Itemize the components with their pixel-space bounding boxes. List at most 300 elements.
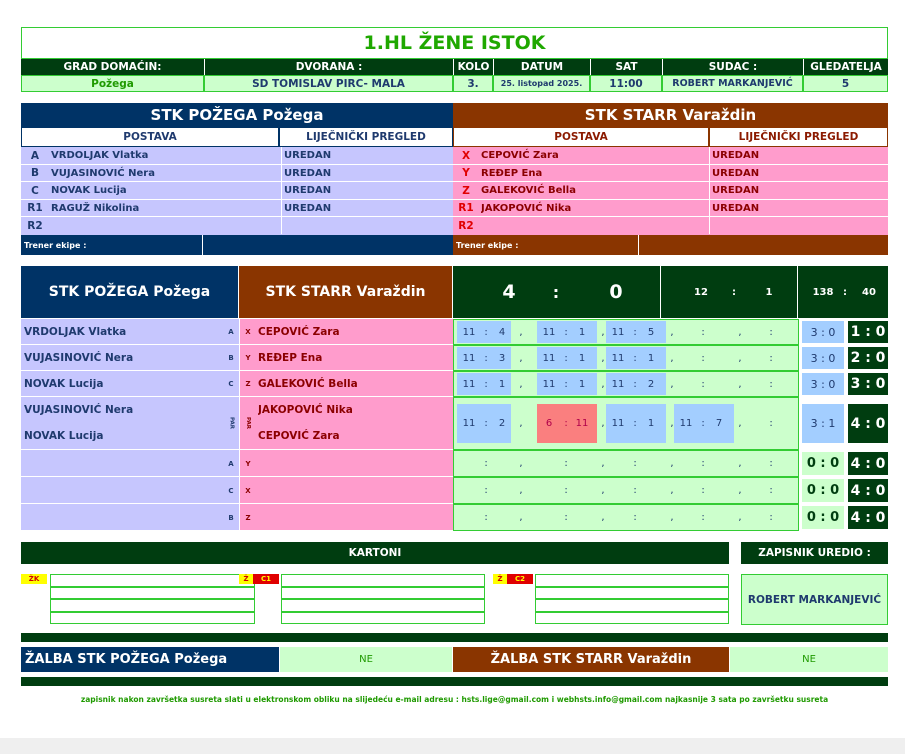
match-home-player-name xyxy=(24,504,222,531)
set-score-home: 11 xyxy=(462,378,476,390)
match-home-pos xyxy=(223,397,239,450)
set-score-home: 6 xyxy=(545,418,553,429)
match-away-player-name: REĐEP Ena xyxy=(258,352,323,364)
match-away-player xyxy=(256,319,453,345)
set-score-home xyxy=(674,479,698,502)
footer-note: zapisnik nakon završetka susreta slati u elektronskom obliku na slijedeću e-mail adresu : hsts.lige@gmail.com i webhsts.info@gmail.com najkasnije 3 sata po završetku susreta xyxy=(80,694,829,704)
home-player-med xyxy=(281,217,451,234)
match-away-player xyxy=(256,477,453,504)
set-score-home xyxy=(537,506,561,529)
set-score-away: 1 xyxy=(647,418,655,429)
match-home-pos xyxy=(223,504,239,531)
set-score xyxy=(537,404,597,443)
set-score-sep: : xyxy=(633,326,637,338)
set-separator-comma: , xyxy=(738,458,742,469)
match-away-player-name xyxy=(258,450,452,477)
match-away-player-name xyxy=(258,477,452,504)
set-separator-comma: , xyxy=(601,378,605,390)
set-score-home xyxy=(674,321,698,343)
match-running-total: 2 : 0 xyxy=(848,347,888,369)
card-block-c2 xyxy=(493,574,729,624)
away-player-pos: Y xyxy=(462,167,470,180)
home-player-med: UREDAN xyxy=(281,200,451,217)
card-entry-line[interactable] xyxy=(50,574,255,587)
appeal-home-value[interactable]: NE xyxy=(280,647,452,672)
set-score-sep: : xyxy=(564,352,568,364)
card-entry-line[interactable] xyxy=(50,587,255,600)
match-away-player-name: CEPOVIĆ Zara xyxy=(258,326,340,338)
summary-away-team: STK STARR Varaždin xyxy=(239,266,452,318)
match-home-player xyxy=(21,397,223,450)
set-score-sep: : xyxy=(484,326,488,338)
set-score-sep: : xyxy=(701,418,705,429)
set-score-home xyxy=(742,321,766,343)
set-score-sep: : xyxy=(701,378,705,390)
set-score-away xyxy=(490,452,514,475)
match-away-pos-label: X xyxy=(245,486,251,495)
header-col-sat: SAT xyxy=(590,59,662,75)
header-val-gledatelja: 5 xyxy=(803,75,888,92)
card-entry-line[interactable] xyxy=(281,587,485,600)
away-player-pos: X xyxy=(461,149,471,162)
home-ljec-label: LIJEČNIČKI PREGLED xyxy=(279,127,453,147)
match-home-pos-label: C xyxy=(228,486,234,495)
match-away-pos-label: Z xyxy=(245,380,251,388)
away-player-med: UREDAN xyxy=(709,165,888,182)
header-val-datum: 25. listopad 2025. xyxy=(493,75,590,92)
set-score-away xyxy=(775,373,799,395)
set-score xyxy=(606,404,666,443)
cards-title: KARTONI xyxy=(21,542,729,564)
set-score-sep: : xyxy=(701,485,705,496)
set-score-sep: : xyxy=(484,352,488,364)
set-score xyxy=(674,479,734,502)
set-score-away: 1 xyxy=(578,378,586,390)
match-home-player-name: VUJASINOVIĆ Nera xyxy=(24,352,134,364)
set-score-home xyxy=(537,479,561,502)
set-score-home xyxy=(457,452,481,475)
set-score-away xyxy=(570,506,594,529)
set-score xyxy=(537,347,597,369)
home-player-name: VRDOLJAK Vlatka xyxy=(51,150,149,161)
set-score-sep: : xyxy=(769,352,773,364)
match-result: 3 : 0 xyxy=(802,373,844,395)
set-score-sep: : xyxy=(484,458,488,469)
set-score-home xyxy=(457,479,481,502)
match-score-home: 4 xyxy=(502,281,516,303)
set-score-away: 2 xyxy=(647,378,655,390)
match-row xyxy=(21,450,888,477)
match-home-player-name: VUJASINOVIĆ Nera xyxy=(24,404,134,416)
set-score xyxy=(674,404,734,443)
match-row xyxy=(21,477,888,504)
set-separator-comma: , xyxy=(670,378,674,390)
set-score xyxy=(742,373,802,395)
set-separator-comma: , xyxy=(601,352,605,364)
card-entry-line[interactable] xyxy=(281,599,485,612)
match-result: 0 : 0 xyxy=(802,506,844,529)
set-score-sep: : xyxy=(633,418,637,429)
match-home-player-name xyxy=(24,450,222,477)
header-col-grad: GRAD DOMAĆIN: xyxy=(21,59,204,75)
recorder-name: ROBERT MARKANJEVIĆ xyxy=(741,574,888,625)
match-home-player-name: NOVAK Lucija xyxy=(24,378,104,390)
divider-bar xyxy=(21,677,888,686)
match-away-pos xyxy=(240,450,256,477)
away-trener-label: Trener ekipe : xyxy=(453,235,638,255)
match-running-total: 4 : 0 xyxy=(848,506,888,529)
set-score-away xyxy=(775,404,799,443)
set-score xyxy=(606,479,666,502)
set-score-away xyxy=(570,479,594,502)
card-entry-line[interactable] xyxy=(281,612,485,625)
match-home-player xyxy=(21,371,223,397)
divider-bar xyxy=(21,633,888,642)
away-player-name: REĐEP Ena xyxy=(481,167,543,179)
away-trener-value xyxy=(639,235,888,255)
set-score xyxy=(674,373,734,395)
set-score-home: 11 xyxy=(542,326,556,338)
header-val-dvorana: SD TOMISLAV PIRC- MALA xyxy=(204,75,453,92)
header-col-dvorana: DVORANA : xyxy=(204,59,453,75)
away-player-name: GALEKOVIĆ Bella xyxy=(481,185,576,197)
set-score-home xyxy=(742,479,766,502)
page-bottom-shade xyxy=(0,738,905,754)
home-players xyxy=(21,147,453,235)
away-player-row xyxy=(453,147,888,165)
match-away-pos xyxy=(240,371,256,397)
set-score xyxy=(674,321,734,343)
set-score xyxy=(537,321,597,343)
match-away-pos xyxy=(240,477,256,504)
set-score-sep: : xyxy=(633,378,637,390)
set-score-away xyxy=(639,506,663,529)
home-player-name: NOVAK Lucija xyxy=(51,185,127,197)
home-player-row xyxy=(21,200,453,218)
set-score-away xyxy=(707,452,731,475)
set-score xyxy=(457,452,511,475)
summary-home-team: STK POŽEGA Požega xyxy=(21,266,238,318)
match-away-pos-label: Z xyxy=(245,513,251,522)
set-score-home: 11 xyxy=(542,352,556,364)
home-player-med: UREDAN xyxy=(281,147,451,164)
set-score-away: 1 xyxy=(578,352,586,364)
match-away-player-name: CEPOVIĆ Zara xyxy=(258,430,340,442)
match-row xyxy=(21,504,888,531)
away-ljec-label: LIJEČNIČKI PREGLED xyxy=(709,127,888,147)
set-score-home xyxy=(606,452,630,475)
match-away-pos-label: X xyxy=(245,328,251,336)
appeal-away-value[interactable]: NE xyxy=(730,647,888,672)
home-player-name xyxy=(51,217,277,234)
match-away-pos xyxy=(240,319,256,345)
header-col-sudac: SUDAC : xyxy=(662,59,803,75)
card-entry-line[interactable] xyxy=(50,599,255,612)
match-row xyxy=(21,371,888,397)
set-score xyxy=(457,404,511,443)
set-score-sep: : xyxy=(701,458,705,469)
summary-match-score xyxy=(453,266,660,318)
home-player-pos: C xyxy=(31,184,39,197)
match-away-pos xyxy=(240,345,256,371)
match-running-total: 4 : 0 xyxy=(848,479,888,502)
header-info-table xyxy=(21,59,888,92)
away-player-row xyxy=(453,165,888,183)
match-home-pos-label: B xyxy=(228,513,234,522)
set-separator-comma: , xyxy=(519,418,523,429)
set-score-home xyxy=(742,506,766,529)
set-score xyxy=(606,506,666,529)
card-tag-c2: C2 xyxy=(507,574,533,584)
set-separator-comma: , xyxy=(519,378,523,390)
match-home-pos-label: C xyxy=(228,380,234,388)
match-running-total: 1 : 0 xyxy=(848,321,888,343)
set-score-away xyxy=(775,347,799,369)
set-score xyxy=(606,321,666,343)
set-score xyxy=(457,321,511,343)
set-separator-comma: , xyxy=(738,512,742,523)
away-player-pos: Z xyxy=(462,184,470,197)
set-score-away xyxy=(707,347,731,369)
match-table xyxy=(21,319,888,531)
match-running-total: 3 : 0 xyxy=(848,373,888,395)
set-score-home xyxy=(674,347,698,369)
set-separator-comma: , xyxy=(519,512,523,523)
away-lineup xyxy=(453,103,888,255)
set-score xyxy=(537,479,597,502)
points-home: 138 xyxy=(812,286,834,298)
set-separator-comma: , xyxy=(601,458,605,469)
header-col-kolo: KOLO xyxy=(453,59,493,75)
set-score xyxy=(674,506,734,529)
set-score xyxy=(537,452,597,475)
set-score xyxy=(537,506,597,529)
set-score-home xyxy=(674,373,698,395)
home-player-row xyxy=(21,217,453,235)
match-result: 0 : 0 xyxy=(802,452,844,475)
match-home-pos-label: A xyxy=(228,328,234,336)
home-player-pos: B xyxy=(30,167,39,180)
set-score-home xyxy=(457,506,481,529)
card-entry-line[interactable] xyxy=(535,612,729,625)
match-home-pos-label: B xyxy=(228,354,234,362)
match-result: 3 : 0 xyxy=(802,321,844,343)
set-score-sep: : xyxy=(769,512,773,523)
set-score-away xyxy=(707,506,731,529)
set-score-sep: : xyxy=(633,458,637,469)
set-separator-comma: , xyxy=(670,352,674,364)
away-player-row xyxy=(453,217,888,235)
set-score-home: 11 xyxy=(679,418,693,429)
card-tag-z: Ž xyxy=(239,574,253,584)
card-tag-z: Ž xyxy=(493,574,507,584)
match-home-pos-label: PAR xyxy=(228,417,235,430)
set-score-away: 3 xyxy=(498,352,506,364)
match-away-pos-label: Y xyxy=(245,354,251,362)
set-separator-comma: , xyxy=(519,485,523,496)
set-score-home: 11 xyxy=(462,418,476,429)
set-score-home: 11 xyxy=(462,352,476,364)
away-player-row xyxy=(453,182,888,200)
away-player-pos: R1 xyxy=(458,202,474,215)
away-postava-label: POSTAVA xyxy=(453,127,709,147)
set-score-sep: : xyxy=(484,378,488,390)
sets-home: 12 xyxy=(694,286,708,298)
away-player-med: UREDAN xyxy=(709,147,888,164)
home-player-row xyxy=(21,147,453,165)
card-entry-line[interactable] xyxy=(535,599,729,612)
set-score-sep: : xyxy=(633,512,637,523)
set-score xyxy=(742,321,802,343)
appeal-home-label: ŽALBA STK POŽEGA Požega xyxy=(21,647,279,672)
set-score xyxy=(606,373,666,395)
set-separator-comma: , xyxy=(738,326,742,338)
match-score-away: 0 xyxy=(609,281,623,303)
home-player-med: UREDAN xyxy=(281,182,451,199)
set-score-away xyxy=(775,506,799,529)
match-away-player xyxy=(256,397,453,450)
home-player-med: UREDAN xyxy=(281,165,451,182)
set-score xyxy=(742,347,802,369)
set-score-away xyxy=(707,479,731,502)
match-home-pos xyxy=(223,450,239,477)
home-player-pos: R1 xyxy=(27,202,43,215)
set-separator-comma: , xyxy=(738,485,742,496)
match-away-player xyxy=(256,450,453,477)
set-score xyxy=(742,506,802,529)
away-player-med: UREDAN xyxy=(709,200,888,217)
set-score-away xyxy=(639,479,663,502)
set-score-sep: : xyxy=(769,485,773,496)
set-score-away: 1 xyxy=(647,352,655,364)
match-away-player-name: JAKOPOVIĆ Nika xyxy=(258,404,353,416)
set-score xyxy=(537,373,597,395)
set-score-away xyxy=(490,479,514,502)
set-separator-comma: , xyxy=(519,458,523,469)
card-block-zk xyxy=(21,574,255,624)
card-entry-line[interactable] xyxy=(50,612,255,625)
set-score-home xyxy=(537,452,561,475)
set-score-home: 11 xyxy=(462,326,476,338)
points-away: 40 xyxy=(862,286,876,298)
set-separator-comma: , xyxy=(601,512,605,523)
set-score-sep: : xyxy=(484,485,488,496)
set-score-away xyxy=(707,373,731,395)
set-score xyxy=(606,347,666,369)
set-score-sep: : xyxy=(564,378,568,390)
set-score-away: 5 xyxy=(647,326,655,338)
sets-sep: : xyxy=(732,286,736,298)
set-score-away: 1 xyxy=(498,378,506,390)
set-separator-comma: , xyxy=(670,418,674,429)
set-score-away: 11 xyxy=(575,418,589,429)
set-separator-comma: , xyxy=(519,352,523,364)
set-score-home xyxy=(742,404,766,443)
set-separator-comma: , xyxy=(738,352,742,364)
match-running-total: 4 : 0 xyxy=(848,404,888,443)
set-score xyxy=(674,452,734,475)
home-trener-value xyxy=(203,235,453,255)
set-score xyxy=(457,479,511,502)
set-score-home: 11 xyxy=(542,378,556,390)
header-val-grad: Požega xyxy=(21,75,204,92)
match-running-total: 4 : 0 xyxy=(848,452,888,475)
match-home-player xyxy=(21,504,223,531)
set-separator-comma: , xyxy=(670,458,674,469)
sets-away: 1 xyxy=(765,286,773,298)
home-player-row xyxy=(21,165,453,183)
match-home-player-name: NOVAK Lucija xyxy=(24,430,104,442)
match-result: 3 : 0 xyxy=(802,347,844,369)
home-postava-label: POSTAVA xyxy=(21,127,279,147)
set-score-sep: : xyxy=(769,418,773,429)
card-entry-line[interactable] xyxy=(281,574,485,587)
match-home-pos-label: A xyxy=(228,459,234,468)
home-trener-label: Trener ekipe : xyxy=(21,235,202,255)
home-lineup xyxy=(21,103,453,255)
match-away-pos xyxy=(240,504,256,531)
home-team-name: STK POŽEGA Požega xyxy=(21,103,453,127)
away-player-pos: R2 xyxy=(458,219,474,232)
set-score-sep: : xyxy=(564,326,568,338)
card-entry-line[interactable] xyxy=(535,574,729,587)
away-players xyxy=(453,147,888,235)
home-player-row xyxy=(21,182,453,200)
header-col-gledatelja: GLEDATELJA xyxy=(803,59,888,75)
set-score-away xyxy=(775,321,799,343)
home-player-name: RAGUŽ Nikolina xyxy=(51,202,140,214)
match-home-pos xyxy=(223,319,239,345)
set-score-sep: : xyxy=(769,378,773,390)
set-score-home xyxy=(674,506,698,529)
set-score-home xyxy=(606,506,630,529)
match-row xyxy=(21,319,888,345)
set-separator-comma: , xyxy=(601,418,605,429)
set-score xyxy=(457,373,511,395)
header-val-kolo: 3. xyxy=(453,75,493,92)
match-home-player-name xyxy=(24,477,222,504)
away-player-name xyxy=(481,217,707,234)
set-score-home: 11 xyxy=(611,352,625,364)
match-away-player xyxy=(256,345,453,371)
match-home-player xyxy=(21,477,223,504)
set-score-home xyxy=(742,347,766,369)
home-player-pos: R2 xyxy=(27,219,43,232)
summary-points xyxy=(798,266,888,318)
points-sep: : xyxy=(843,286,847,298)
match-home-pos xyxy=(223,371,239,397)
set-score-away: 2 xyxy=(498,418,506,429)
set-score-home: 11 xyxy=(611,378,625,390)
summary-sets xyxy=(661,266,797,318)
match-home-player-name: VRDOLJAK Vlatka xyxy=(24,326,127,338)
set-score-sep: : xyxy=(633,352,637,364)
set-score-sep: : xyxy=(564,418,568,429)
set-score-away xyxy=(490,506,514,529)
set-score-away xyxy=(570,452,594,475)
away-player-med: UREDAN xyxy=(709,182,888,199)
page-title: 1.HL ŽENE ISTOK xyxy=(21,27,888,59)
match-row xyxy=(21,397,888,450)
match-result: 0 : 0 xyxy=(802,479,844,502)
card-entry-line[interactable] xyxy=(535,587,729,600)
header-col-datum: DATUM xyxy=(493,59,590,75)
card-block-c1 xyxy=(239,574,485,624)
match-home-pos xyxy=(223,345,239,371)
card-tag-zk: ŽK xyxy=(21,574,47,584)
set-separator-comma: , xyxy=(519,326,523,338)
match-score-sep: : xyxy=(552,282,560,302)
